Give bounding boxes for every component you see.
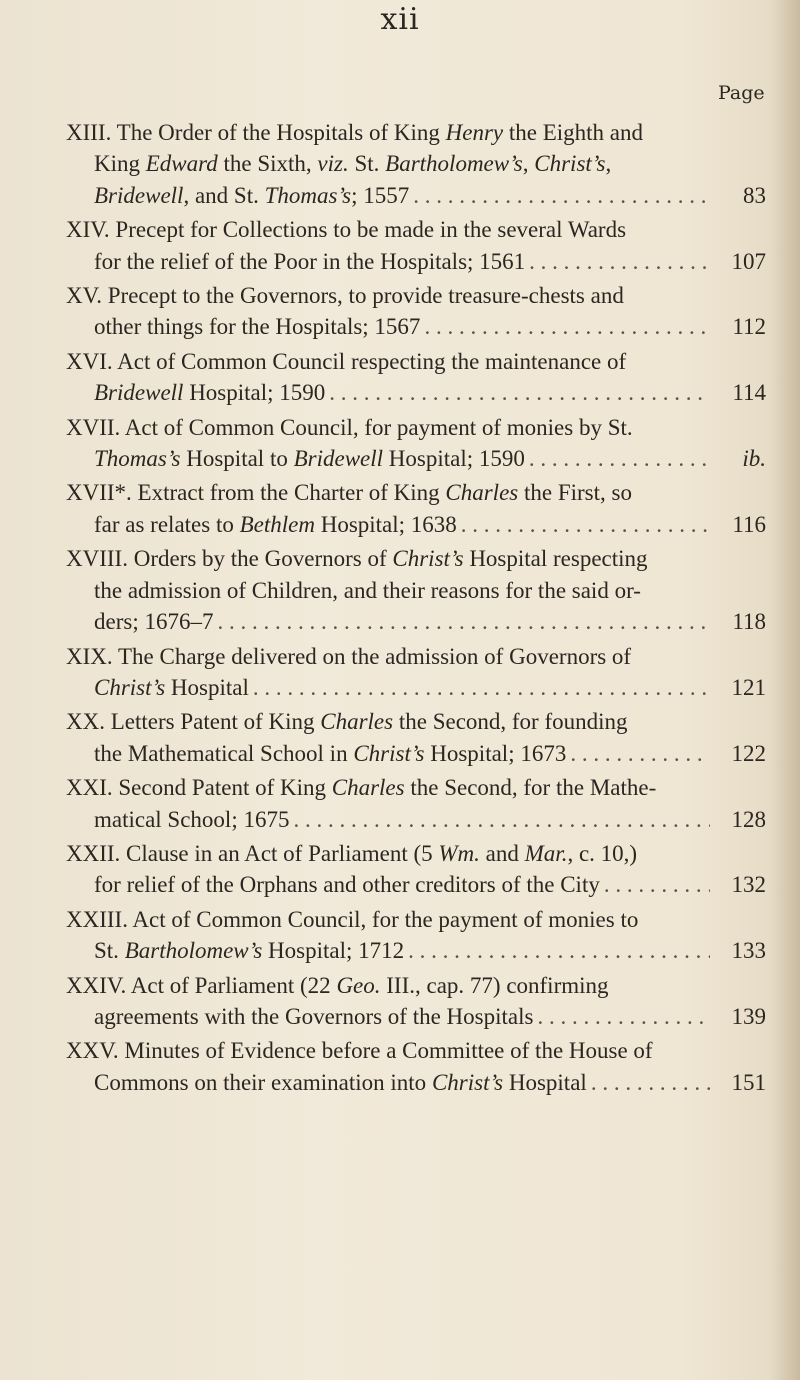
toc-entry-heading: XX. Letters Patent of King Charles the Second, for founding xyxy=(66,709,628,735)
toc-entry-number: XXI. xyxy=(66,775,113,801)
toc-entry-text: Bridewell, and St. Thomas’s; 1557 xyxy=(94,182,410,208)
dot-leader xyxy=(529,246,710,277)
toc-entry-number: XVII*. xyxy=(66,480,132,506)
toc-entry-last-line xyxy=(66,1001,766,1032)
page-folio: xii xyxy=(380,2,420,37)
toc-entry-text: St. Bartholomew’s Hospital; 1712 xyxy=(94,938,405,964)
dot-leader xyxy=(217,606,710,637)
toc-entry xyxy=(66,412,766,475)
toc-page-number: ib. xyxy=(742,446,766,472)
toc-entry-last-line xyxy=(66,606,766,637)
toc-entry-number: XVI. xyxy=(66,348,113,374)
toc-entry-text: matical School; 1675 xyxy=(94,806,290,832)
toc-entry-last-line xyxy=(66,804,766,835)
toc-entry-number: XXIII. xyxy=(66,906,128,932)
page-column-label: Page xyxy=(718,82,765,104)
toc-entry xyxy=(66,904,766,967)
toc-entry-last-line xyxy=(66,180,766,211)
toc-page-number: 151 xyxy=(731,1069,766,1095)
toc-entry-heading: XVI. Act of Common Council respecting the maintenance of xyxy=(66,348,627,374)
toc-entry-line: King Edward the Sixth, viz. St. Bartholomew’s, Christ’s, xyxy=(94,151,612,177)
toc-page-number: 122 xyxy=(731,740,766,766)
toc-entry-heading: XVII*. Extract from the Charter of King Charles the First, so xyxy=(66,480,632,506)
toc-entry-number: XIV. xyxy=(66,217,110,243)
toc-entry xyxy=(66,772,766,835)
toc-entry-text: agreements with the Governors of the Hospitals xyxy=(94,1003,534,1029)
dot-leader xyxy=(293,804,710,835)
toc-entry-heading: XXIV. Act of Parliament (22 Geo. III., cap. 77) confirming xyxy=(66,972,609,998)
toc-entry-last-line xyxy=(66,869,766,900)
toc-entry-line: the admission of Children, and their reasons for the said or- xyxy=(94,577,641,603)
toc-page-number: 112 xyxy=(732,314,766,340)
toc-entry-number: XX. xyxy=(66,709,105,735)
toc-entry-last-line xyxy=(66,246,766,277)
toc-entry xyxy=(66,838,766,901)
toc-entry xyxy=(66,641,766,704)
toc-entry-heading: XXI. Second Patent of King Charles the Second, for the Mathe- xyxy=(66,775,657,801)
toc-entry xyxy=(66,117,766,211)
toc-entry xyxy=(66,280,766,343)
toc-entry-text: far as relates to Bethlem Hospital; 1638 xyxy=(94,511,457,537)
dot-leader xyxy=(570,738,710,769)
toc-page-number: 128 xyxy=(731,806,766,832)
toc-page-number: 107 xyxy=(731,248,766,274)
toc-entry-text: Christ’s Hospital xyxy=(94,674,249,700)
toc-entry-last-line xyxy=(66,443,766,474)
toc-entry-number: XXV. xyxy=(66,1038,119,1064)
toc-page-number: 118 xyxy=(732,609,766,635)
toc-page-number: 83 xyxy=(743,182,766,208)
toc-entry-last-line xyxy=(66,672,766,703)
dot-leader xyxy=(461,509,710,540)
dot-leader xyxy=(591,1067,710,1098)
toc-entry-text: Commons on their examination into Christ’s Hospital xyxy=(94,1069,587,1095)
toc-page-number: 114 xyxy=(732,380,766,406)
toc-entry-number: XV. xyxy=(66,283,103,309)
toc-entry-heading: XXIII. Act of Common Council, for the payment of monies to xyxy=(66,906,639,932)
toc-entry-last-line xyxy=(66,311,766,342)
dot-leader xyxy=(408,935,710,966)
toc-entry xyxy=(66,477,766,540)
toc-entry-last-line xyxy=(66,1067,766,1098)
dot-leader xyxy=(529,443,710,474)
toc-entry-text: for the relief of the Poor in the Hospitals; 1561 xyxy=(94,248,526,274)
toc-entry-text: ders; 1676–7 xyxy=(94,609,214,635)
toc-entry-heading: XIV. Precept for Collections to be made in the several Wards xyxy=(66,217,627,243)
toc-entry xyxy=(66,543,766,637)
toc-entry-last-line xyxy=(66,935,766,966)
toc-entry xyxy=(66,346,766,409)
dot-leader xyxy=(253,672,710,703)
dot-leader xyxy=(424,311,710,342)
toc-entry xyxy=(66,1035,766,1098)
toc-entry xyxy=(66,970,766,1033)
dot-leader xyxy=(413,180,710,211)
toc-entry-heading: XIX. The Charge delivered on the admission of Governors of xyxy=(66,643,632,669)
dot-leader xyxy=(537,1001,710,1032)
toc-entry-heading: XXII. Clause in an Act of Parliament (5 Wm. and Mar., c. 10,) xyxy=(66,840,638,866)
toc-entry-number: XVII. xyxy=(66,414,121,440)
toc-page-number: 139 xyxy=(731,1003,766,1029)
toc-entry-number: XXIV. xyxy=(66,972,127,998)
dot-leader xyxy=(604,869,710,900)
toc-entry-heading: XVII. Act of Common Council, for payment of monies by St. xyxy=(66,414,633,440)
toc-entry-number: XVIII. xyxy=(66,546,128,572)
toc-entry xyxy=(66,706,766,769)
toc-entry-number: XIII. xyxy=(66,120,112,145)
toc-entry-text: Thomas’s Hospital to Bridewell Hospital; 1590 xyxy=(94,446,525,472)
page-edge-shadow xyxy=(770,0,800,1380)
toc-entry-heading: XVIII. Orders by the Governors of Christ’s Hospital respecting xyxy=(66,546,648,572)
toc-entry-number: XXII. xyxy=(66,840,121,866)
toc-page-number: 132 xyxy=(731,872,766,898)
toc-entry-text: the Mathematical School in Christ’s Hospital; 1673 xyxy=(94,740,567,766)
toc-entry-number: XIX. xyxy=(66,643,113,669)
toc-entry-text: Bridewell Hospital; 1590 xyxy=(94,380,326,406)
toc-entry-heading: XIII. The Order of the Hospitals of King Henry the Eighth and xyxy=(66,120,644,145)
toc-entry-text: other things for the Hospitals; 1567 xyxy=(94,314,421,340)
toc-entry xyxy=(66,214,766,277)
toc-entry-heading: XXV. Minutes of Evidence before a Committee of the House of xyxy=(66,1038,653,1064)
toc-page-number: 116 xyxy=(732,511,766,537)
toc-entry-last-line xyxy=(66,738,766,769)
toc-entry-heading: XV. Precept to the Governors, to provide treasure-chests and xyxy=(66,283,624,309)
toc-page-number: 133 xyxy=(731,938,766,964)
toc-entry-last-line xyxy=(66,377,766,408)
table-of-contents xyxy=(66,117,766,1101)
toc-entry-last-line xyxy=(66,509,766,540)
toc-page-number: 121 xyxy=(731,674,766,700)
toc-entry-text: for relief of the Orphans and other creditors of the City xyxy=(94,872,600,898)
dot-leader xyxy=(329,377,710,408)
